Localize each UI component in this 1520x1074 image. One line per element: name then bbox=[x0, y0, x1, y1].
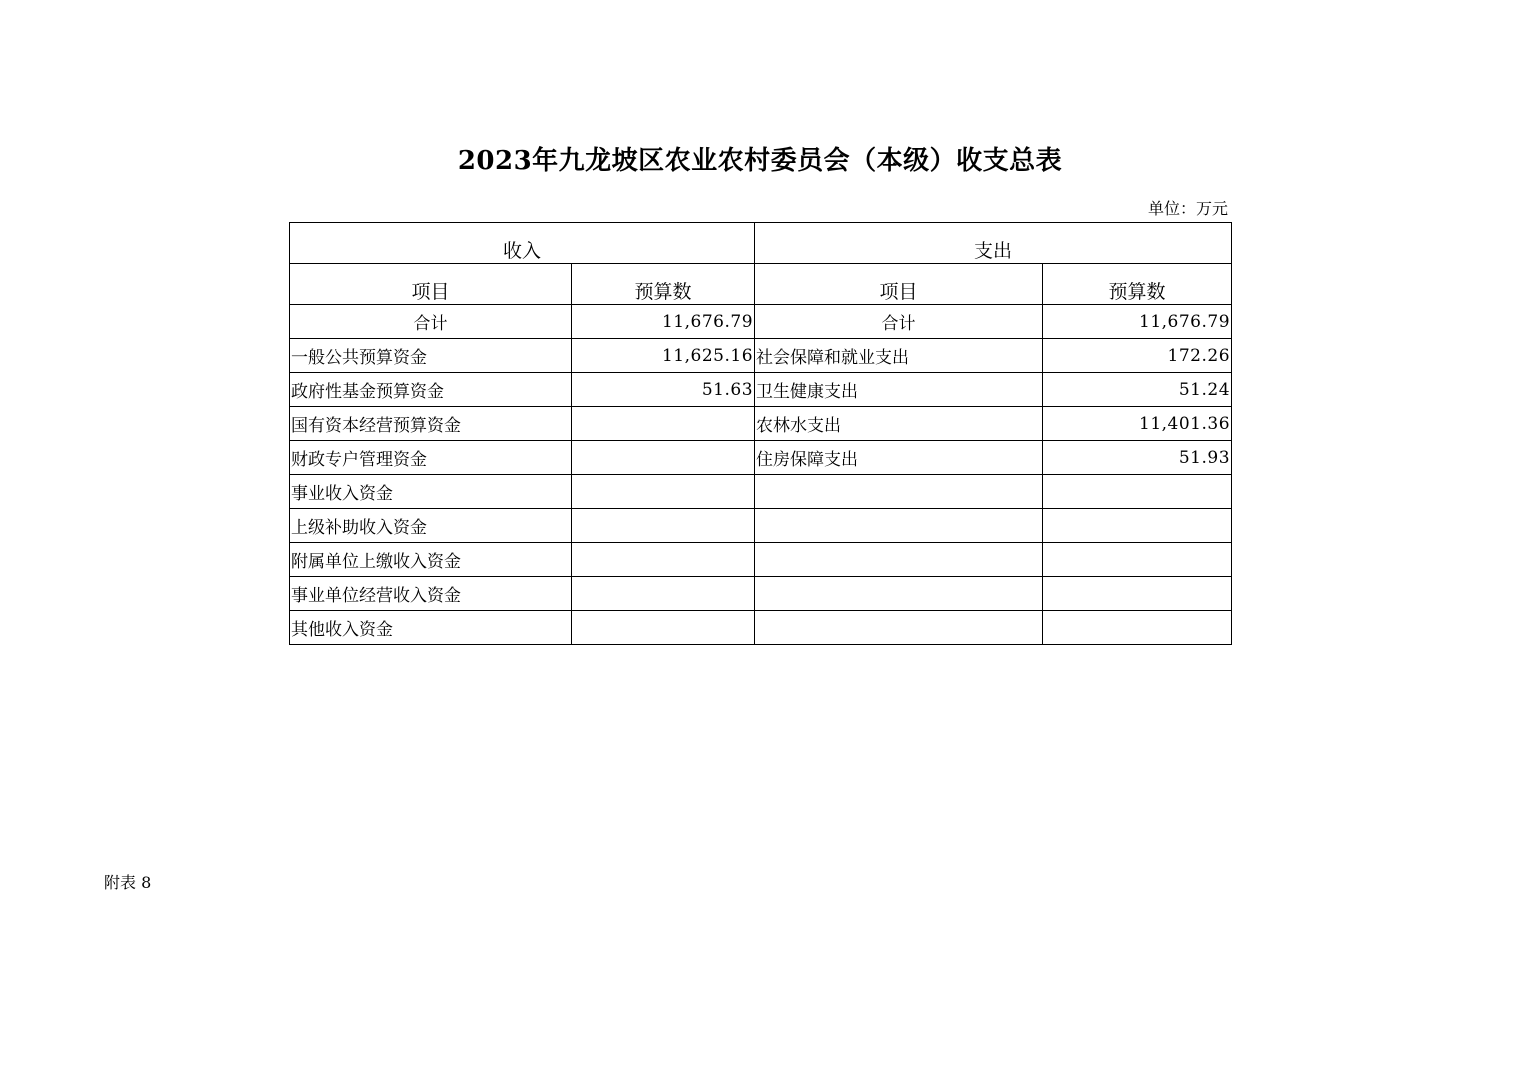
expense-value bbox=[1043, 543, 1232, 577]
table-row bbox=[290, 407, 1232, 441]
income-item: 上级补助收入资金 bbox=[290, 509, 572, 543]
income-value: 51.63 bbox=[572, 373, 755, 407]
expense-item: 社会保障和就业支出 bbox=[755, 339, 1043, 373]
income-value bbox=[572, 509, 755, 543]
income-item: 财政专户管理资金 bbox=[290, 441, 572, 475]
expense-item-header: 项目 bbox=[755, 264, 1043, 305]
table-row bbox=[290, 611, 1232, 645]
table-row bbox=[290, 509, 1232, 543]
table-row bbox=[290, 475, 1232, 509]
income-total-value: 11,676.79 bbox=[572, 305, 755, 339]
table-row bbox=[290, 441, 1232, 475]
expense-value bbox=[1043, 509, 1232, 543]
income-item: 一般公共预算资金 bbox=[290, 339, 572, 373]
expense-total-label: 合计 bbox=[755, 305, 1043, 339]
income-item: 政府性基金预算资金 bbox=[290, 373, 572, 407]
income-value bbox=[572, 475, 755, 509]
expense-item bbox=[755, 543, 1043, 577]
expense-value: 172.26 bbox=[1043, 339, 1232, 373]
table-group-header-row bbox=[290, 223, 1232, 264]
income-item: 附属单位上缴收入资金 bbox=[290, 543, 572, 577]
expense-value bbox=[1043, 611, 1232, 645]
expense-item bbox=[755, 509, 1043, 543]
expense-item bbox=[755, 475, 1043, 509]
expense-item: 卫生健康支出 bbox=[755, 373, 1043, 407]
income-header: 收入 bbox=[290, 223, 755, 264]
expense-value: 11,401.36 bbox=[1043, 407, 1232, 441]
income-value bbox=[572, 441, 755, 475]
expense-item: 农林水支出 bbox=[755, 407, 1043, 441]
income-item: 国有资本经营预算资金 bbox=[290, 407, 572, 441]
expense-item: 住房保障支出 bbox=[755, 441, 1043, 475]
income-value bbox=[572, 407, 755, 441]
income-value: 11,625.16 bbox=[572, 339, 755, 373]
table-row bbox=[290, 577, 1232, 611]
expense-item bbox=[755, 577, 1043, 611]
total-row bbox=[290, 305, 1232, 339]
table-row bbox=[290, 339, 1232, 373]
table-column-header-row bbox=[290, 264, 1232, 305]
expense-item bbox=[755, 611, 1043, 645]
expense-budget-header: 预算数 bbox=[1043, 264, 1232, 305]
income-item: 事业单位经营收入资金 bbox=[290, 577, 572, 611]
expense-value: 51.24 bbox=[1043, 373, 1232, 407]
unit-label: 单位：万元 bbox=[1147, 199, 1228, 218]
appendix-label: 附表 8 bbox=[104, 873, 152, 892]
budget-table bbox=[289, 222, 1232, 645]
income-item: 事业收入资金 bbox=[290, 475, 572, 509]
income-value bbox=[572, 543, 755, 577]
income-item: 其他收入资金 bbox=[290, 611, 572, 645]
expense-value: 51.93 bbox=[1043, 441, 1232, 475]
income-item-header: 项目 bbox=[290, 264, 572, 305]
table-row bbox=[290, 543, 1232, 577]
expense-value bbox=[1043, 577, 1232, 611]
income-value bbox=[572, 577, 755, 611]
income-value bbox=[572, 611, 755, 645]
income-total-label: 合计 bbox=[290, 305, 572, 339]
table-row bbox=[290, 373, 1232, 407]
page-title: 2023年九龙坡区农业农村委员会（本级）收支总表 bbox=[457, 146, 1063, 176]
expense-total-value: 11,676.79 bbox=[1043, 305, 1232, 339]
expense-value bbox=[1043, 475, 1232, 509]
expense-header: 支出 bbox=[755, 223, 1232, 264]
income-budget-header: 预算数 bbox=[572, 264, 755, 305]
